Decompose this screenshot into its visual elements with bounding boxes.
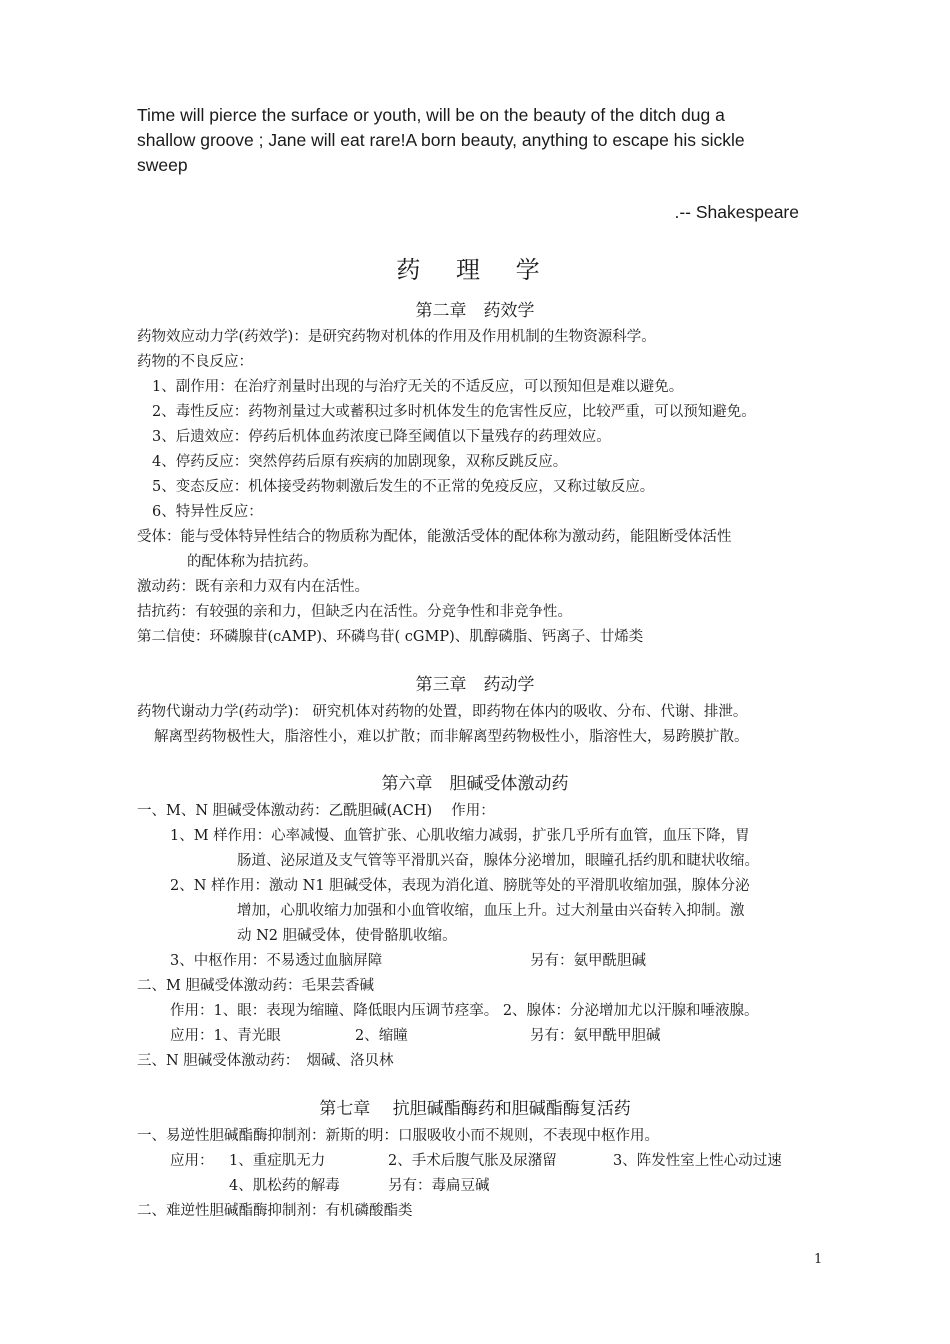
agonist-definition: 激动药：既有亲和力双有内在活性。 [137,579,369,595]
chapter-7-heading: 第七章 抗胆碱酯酶药和胆碱酯酶复活药 [319,1099,631,1119]
list-item: 3、中枢作用：不易透过血脑屏障 [170,953,383,969]
page-number: 1 [814,1252,823,1267]
other-drug-note: 另有：氨甲酰胆碱 [530,953,646,969]
adverse-reaction-item: 5、变态反应：机体接受药物刺激后发生的不正常的免疫反应，又称过敏反应。 [152,479,655,495]
antagonist-definition: 拮抗药：有较强的亲和力，但缺乏内在活性。分竞争性和非竞争性。 [137,604,572,620]
pharmacodynamics-definition: 药物效应动力学(药效学)：是研究药物对机体的作用及作用机制的生物资源科学。 [137,329,656,345]
application-label: 应用： [170,1153,214,1169]
adverse-reaction-item: 1、副作用：在治疗剂量时出现的与治疗无关的不适反应，可以预知但是难以避免。 [152,379,684,395]
pharmacokinetics-definition: 药物代谢动力学(药动学)： 研究机体对药物的处置，即药物在体内的吸收、分布、代谢、排泄。 [137,704,748,720]
list-item: 1、M 样作用：心率减慢、血管扩张、心肌收缩力减弱，扩张几乎所有血管，血压下降，胃 [170,828,750,844]
adverse-reaction-item: 4、停药反应：突然停药后原有疾病的加剧现象，双称反跳反应。 [152,454,568,470]
section-heading: 一、易逆性胆碱酯酶抑制剂：新斯的明：口服吸收小而不规则，不表现中枢作用。 [137,1128,659,1144]
section-heading: 二、M 胆碱受体激动药：毛果芸香碱 [137,978,374,994]
chapter-2-heading: 第二章 药效学 [415,301,535,321]
quote-line: Time will pierce the surface or youth, will be on the beauty of the ditch dug a [137,105,725,125]
second-messenger: 第二信使：环磷腺苷(cAMP)、环磷鸟苷( cGMP)、肌醇磷脂、钙离子、廿烯类 [137,629,644,645]
section-heading: 三、N 胆碱受体激动药： 烟碱、洛贝林 [137,1053,394,1069]
chapter-6-heading: 第六章 胆碱受体激动药 [381,774,569,794]
other-drug-note: 另有：氨甲酰甲胆碱 [530,1028,661,1044]
adverse-reaction-item: 2、毒性反应：药物剂量过大或蓄积过多时机体发生的危害性反应，比较严重，可以预知避免。 [152,404,756,420]
list-item-cont: 增加，心肌收缩力加强和小血管收缩，血压上升。过大剂量由兴奋转入抑制。激 [237,903,745,919]
list-item-cont: 肠道、泌尿道及支气管等平滑肌兴奋，腺体分泌增加，眼瞳孔括约肌和睫状收缩。 [237,853,759,869]
section-heading: 二、难逆性胆碱酯酶抑制剂：有机磷酸酯类 [137,1203,413,1219]
list-item-cont: 动 N2 胆碱受体，使骨骼肌收缩。 [237,928,457,944]
application-item: 3、阵发性室上性心动过速 [613,1153,782,1169]
application-item: 2、缩瞳 [355,1028,408,1044]
quote-attribution: .-- Shakespeare [674,202,799,222]
epigraph-quote [137,103,827,178]
application-line: 应用：1、青光眼 [170,1028,281,1044]
list-item: 2、N 样作用：激动 N1 胆碱受体，表现为消化道、膀胱等处的平滑肌收缩加强，腺体分泌 [170,878,750,894]
chapter-3-heading: 第三章 药动学 [415,675,535,695]
application-item: 1、重症肌无力 [229,1153,326,1169]
document-title: 药 理 学 [396,256,554,284]
adverse-reaction-item: 3、后遗效应：停药后机体血药浓度已降至阈值以下量残存的药理效应。 [152,429,611,445]
adverse-reactions-title: 药物的不良反应： [137,354,253,370]
application-item: 2、手术后腹气胀及尿潴留 [388,1153,557,1169]
section-heading: 一、M、N 胆碱受体激动药：乙酰胆碱(ACH) 作用： [137,803,495,819]
application-item: 4、肌松药的解毒 [229,1178,340,1194]
quote-line: sweep [137,155,188,175]
ionization-note: 解离型药物极性大，脂溶性小，难以扩散；而非解离型药物极性小，脂溶性大，易跨膜扩散。 [154,729,749,745]
effect-line: 作用：1、眼：表现为缩瞳、降低眼内压调节痉挛。 2、腺体：分泌增加尤以汗腺和唾液腺。 [170,1003,759,1019]
quote-line: shallow groove ; Jane will eat rare!A born beauty, anything to escape his sickle [137,130,745,150]
other-drug-note: 另有：毒扁豆碱 [388,1178,490,1194]
receptor-definition-cont: 的配体称为拮抗药。 [187,554,318,570]
adverse-reaction-item: 6、特异性反应： [152,504,263,520]
receptor-definition: 受体：能与受体特异性结合的物质称为配体，能激活受体的配体称为激动药，能阻断受体活性 [137,529,732,545]
